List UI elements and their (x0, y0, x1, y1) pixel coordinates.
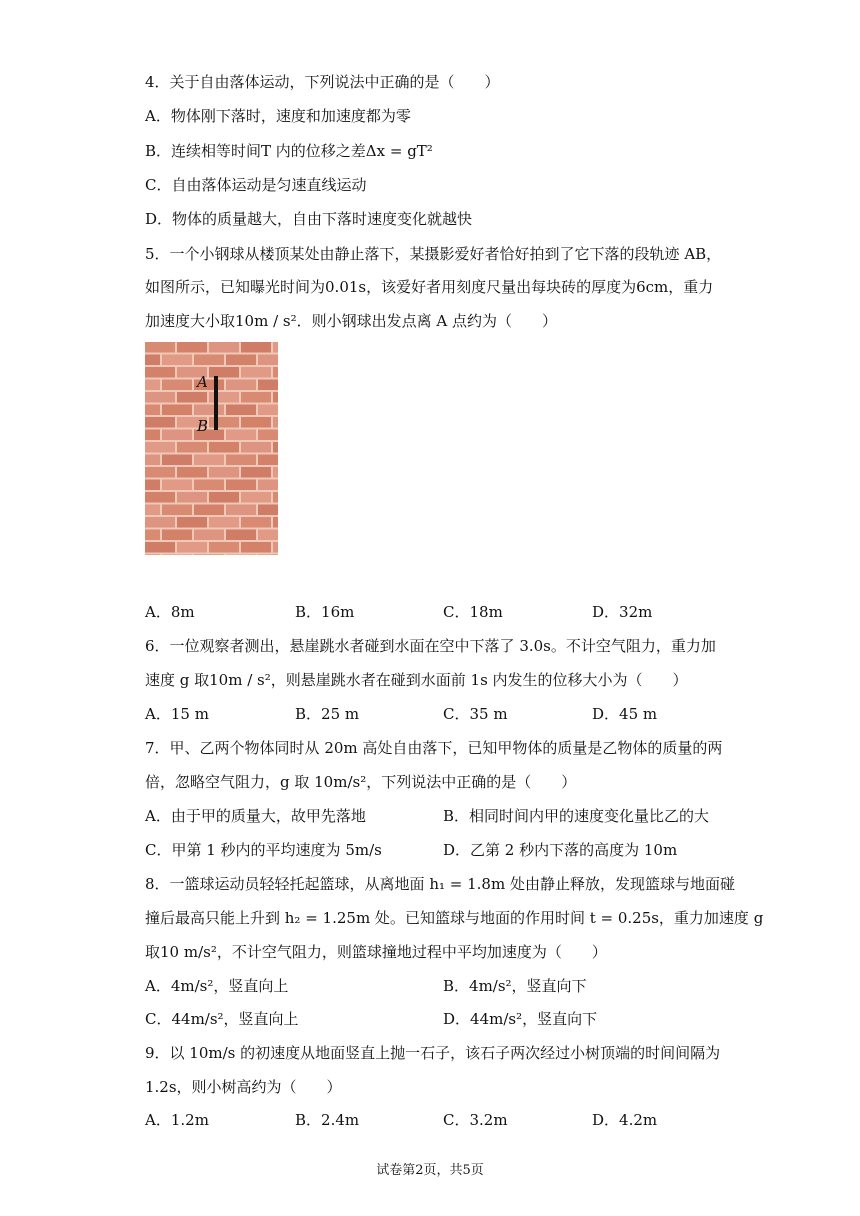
q7-option-b: B．相同时间内甲的速度变化量比乙的大 (443, 807, 710, 825)
brick (209, 517, 239, 528)
brick (226, 530, 256, 541)
figure-label-b: B (197, 417, 209, 435)
brick (145, 392, 175, 403)
brick (226, 505, 256, 516)
q7-option-d: D．乙第 2 秒内下落的高度为 10m (443, 841, 678, 859)
brick (162, 530, 192, 541)
q5-option-d: D．32m (592, 603, 653, 621)
brick (226, 555, 256, 556)
brick (145, 517, 175, 528)
brick (209, 367, 239, 378)
brick (273, 517, 278, 528)
brick (258, 355, 278, 366)
brick (226, 405, 256, 416)
q7-option-a: A．由于甲的质量大，故甲先落地 (145, 807, 366, 825)
brick (145, 430, 160, 441)
brick (145, 480, 160, 491)
brick (226, 380, 256, 391)
brick (258, 455, 278, 466)
brick (145, 542, 175, 553)
brick (258, 530, 278, 541)
brick (258, 380, 278, 391)
brick (177, 517, 207, 528)
brick (194, 480, 224, 491)
brick (241, 392, 271, 403)
brick (209, 392, 239, 403)
q6-option-d: D．45 m (592, 705, 658, 723)
brick (209, 417, 239, 428)
brick (162, 455, 192, 466)
brick (241, 417, 271, 428)
q4-option-b: B．连续相等时间T 内的位移之差Δx = gT² (145, 142, 433, 160)
brick (273, 367, 278, 378)
brick (145, 405, 160, 416)
bricks (145, 342, 278, 555)
q5-option-c: C．18m (443, 603, 503, 621)
q9-option-a: A．1.2m (145, 1111, 209, 1129)
brick (145, 367, 175, 378)
brick (258, 480, 278, 491)
q8-option-d: D．44m/s²，竖直向下 (443, 1010, 598, 1028)
brick (241, 542, 271, 553)
brick (194, 355, 224, 366)
brick (145, 555, 160, 556)
q9-option-b: B．2.4m (295, 1111, 360, 1129)
brick (241, 367, 271, 378)
q9-option-c: C．3.2m (443, 1111, 508, 1129)
brick (145, 442, 175, 453)
q9-line-2: 1.2s，则小树高约为（ ） (145, 1078, 342, 1096)
q9-option-d: D．4.2m (592, 1111, 658, 1129)
brick (241, 442, 271, 453)
brick (145, 492, 175, 503)
q5-option-b: B．16m (295, 603, 355, 621)
brick (177, 442, 207, 453)
brick (273, 417, 278, 428)
brick (162, 405, 192, 416)
brick (162, 355, 192, 366)
brick (194, 555, 224, 556)
brick (177, 342, 207, 353)
q7-option-c: C．甲第 1 秒内的平均速度为 5m/s (145, 841, 382, 859)
q5-line-2: 如图所示，已知曝光时间为0.01s，该爱好者用刻度尺量出每块砖的厚度为6cm，重力 (145, 278, 714, 296)
brick (177, 392, 207, 403)
q4-option-a: A．物体刚下落时，速度和加速度都为零 (145, 107, 411, 125)
brick (162, 505, 192, 516)
brick (194, 530, 224, 541)
brick (145, 417, 175, 428)
brick (273, 542, 278, 553)
brick (241, 342, 271, 353)
brick (145, 530, 160, 541)
brick (194, 405, 224, 416)
brick (177, 492, 207, 503)
brick (273, 492, 278, 503)
trajectory-mark (214, 376, 218, 430)
q8-option-b: B．4m/s²，竖直向下 (443, 977, 587, 995)
brick (209, 342, 239, 353)
brick (194, 455, 224, 466)
q8-option-a: A．4m/s²，竖直向上 (145, 977, 289, 995)
brick (145, 455, 160, 466)
q8-line-2: 撞后最高只能上升到 h₂ = 1.25m 处。已知篮球与地面的作用时间 t = 0.25s，重力加速度 g (145, 909, 764, 927)
brick (145, 505, 160, 516)
brick (226, 355, 256, 366)
brick (258, 505, 278, 516)
q4-stem: 4．关于自由落体运动，下列说法中正确的是（ ） (145, 73, 500, 91)
brick (226, 480, 256, 491)
q5-line-3: 加速度大小取10m / s²．则小钢球出发点离 A 点约为（ ） (145, 312, 557, 330)
brick (162, 430, 192, 441)
brick (258, 555, 278, 556)
brick (194, 505, 224, 516)
q7-line-2: 倍，忽略空气阻力，g 取 10m/s²，下列说法中正确的是（ ） (145, 773, 577, 791)
brick (177, 542, 207, 553)
brick-wall-figure (145, 342, 278, 555)
q8-line-3: 取10 m/s²，不计空气阻力，则篮球撞地过程中平均加速度为（ ） (145, 943, 607, 961)
brick (241, 492, 271, 503)
q6-option-a: A．15 m (145, 705, 209, 723)
q8-option-c: C．44m/s²，竖直向上 (145, 1010, 299, 1028)
brick (145, 467, 175, 478)
brick (273, 442, 278, 453)
brick (273, 467, 278, 478)
brick (209, 492, 239, 503)
brick (209, 542, 239, 553)
q6-line-2: 速度 g 取10m / s²，则悬崖跳水者在碰到水面前 1s 内发生的位移大小为（ ） (145, 671, 688, 689)
q9-line-1: 9．以 10m/s 的初速度从地面竖直上抛一石子，该石子两次经过小树顶端的时间间隔为 (145, 1044, 721, 1062)
brick (258, 430, 278, 441)
brick (241, 517, 271, 528)
q7-line-1: 7．甲、乙两个物体同时从 20m 高处自由落下，已知甲物体的质量是乙物体的质量的两 (145, 739, 723, 757)
q6-option-b: B．25 m (295, 705, 360, 723)
figure-label-a: A (197, 373, 208, 391)
q5-option-a: A．8m (145, 603, 195, 621)
brick (226, 455, 256, 466)
brick (273, 342, 278, 353)
brick (226, 430, 256, 441)
brick (209, 442, 239, 453)
brick (145, 355, 160, 366)
brick (177, 467, 207, 478)
brick (162, 480, 192, 491)
brick (209, 467, 239, 478)
q6-option-c: C．35 m (443, 705, 508, 723)
brick (162, 380, 192, 391)
brick (162, 555, 192, 556)
brick (273, 392, 278, 403)
brick (258, 405, 278, 416)
q5-line-1: 5．一个小钢球从楼顶某处由静止落下，某摄影爱好者恰好拍到了它下落的段轨迹 AB， (145, 245, 722, 263)
q8-line-1: 8．一篮球运动员轻轻托起篮球，从离地面 h₁ = 1.8m 处由静止释放，发现篮球与地面碰 (145, 875, 735, 893)
brick (241, 467, 271, 478)
q4-option-c: C．自由落体运动是匀速直线运动 (145, 176, 367, 194)
q6-line-1: 6．一位观察者测出，悬崖跳水者碰到水面在空中下落了 3.0s。不计空气阻力，重力加 (145, 637, 716, 655)
q4-option-d: D．物体的质量越大，自由下落时速度变化就越快 (145, 210, 473, 228)
page-footer: 试卷第2页，共5页 (376, 1163, 484, 1178)
brick (145, 380, 160, 391)
brick-wall-svg (145, 342, 278, 555)
brick (145, 342, 175, 353)
